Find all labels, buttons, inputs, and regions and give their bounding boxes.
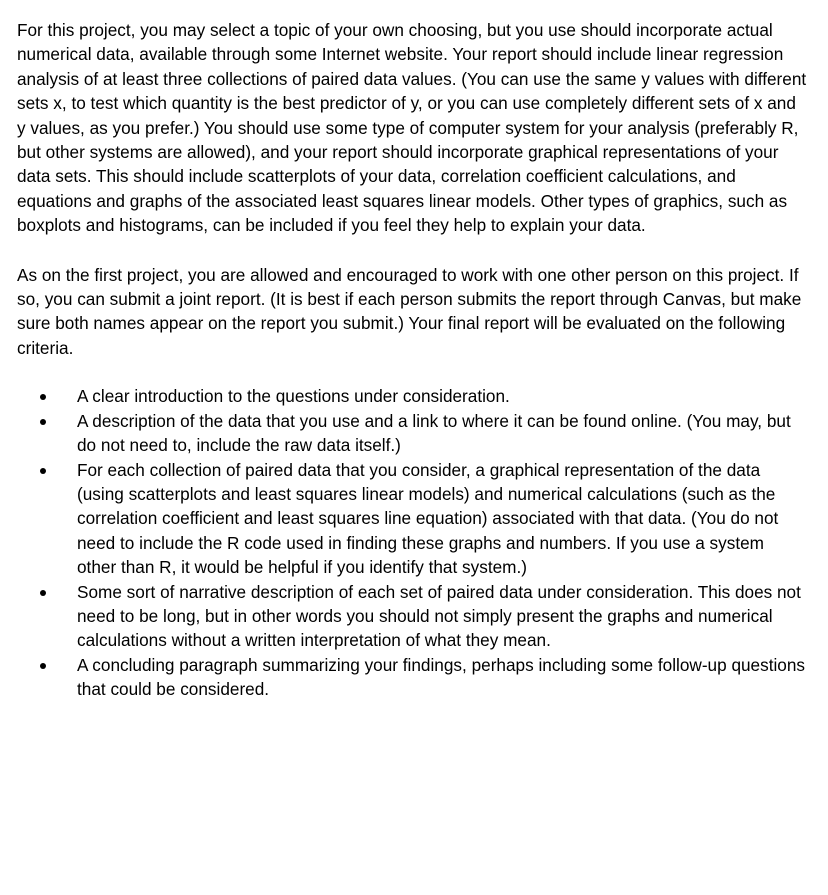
criterion-text: Some sort of narrative description of each set of paired data under consideration. This does not need to be long, but in other words you should not simply present the graphs and numerical calculations without a written interpretation of what they mean. [77, 581, 801, 651]
criteria-list [17, 384, 807, 701]
bullet-icon [40, 419, 46, 425]
list-item [17, 653, 807, 702]
bullet-icon [40, 468, 46, 474]
list-item [17, 384, 807, 408]
criterion-text: A clear introduction to the questions under consideration. [77, 386, 510, 407]
bullet-icon [40, 663, 46, 669]
bullet-icon [40, 590, 46, 596]
document-body [17, 18, 807, 702]
criterion-text: For each collection of paired data that you consider, a graphical representation of the data (using scatterplots and least squares linear models) and numerical calculations (such as the correlation coefficient and least squares line equation) associated with that data. (You do not need to include the R code used in finding these graphs and numbers. If you use a system other than R, it would be helpful if you identify that system.) [77, 459, 779, 578]
criterion-text: A description of the data that you use and a link to where it can be found online. (You may, but do not need to, include the raw data itself.) [77, 410, 791, 456]
bullet-icon [40, 394, 46, 400]
collaboration-paragraph: As on the first project, you are allowed and encouraged to work with one other person on this project. If so, you can submit a joint report. (It is best if each person submits the report through Canvas, but make sure both names appear on the report you submit.) Your final report will be evaluated on the following criteria. [17, 264, 802, 358]
list-item [17, 580, 807, 653]
list-item [17, 458, 807, 580]
criterion-text: A concluding paragraph summarizing your findings, perhaps including some follow-up questions that could be considered. [77, 654, 806, 700]
list-item [17, 409, 807, 458]
intro-paragraph: For this project, you may select a topic of your own choosing, but you use should incorporate actual numerical data, available through some Internet website. Your report should include linear regression analysis of at least three collections of paired data values. (You can use the same y values with different sets x, to test which quantity is the best predictor of y, or you can use completely different sets of x and y values, as you prefer.) You should use some type of computer system for your analysis (preferably R, but other systems are allowed), and your report should incorporate graphical representations of your data sets. This should include scatterplots of your data, correlation coefficient calculations, and equations and graphs of the associated least squares linear models. Other types of graphics, such as boxplots and histograms, can be included if you feel they help to explain your data. [17, 20, 807, 236]
